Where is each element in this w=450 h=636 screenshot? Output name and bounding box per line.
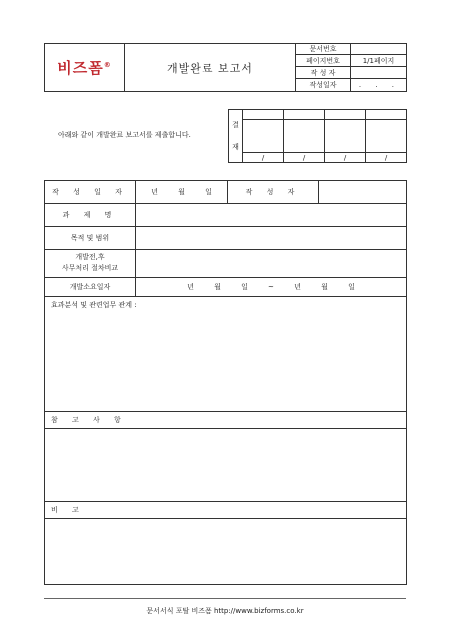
label-remarks: 비 고 (45, 502, 407, 519)
approval-title-2[interactable] (284, 110, 325, 120)
meta-label-doc-number: 문서번호 (296, 44, 351, 55)
approval-table (228, 109, 407, 163)
value-effect-analysis[interactable] (45, 313, 407, 412)
approval-title-4[interactable] (366, 110, 407, 120)
value-subject[interactable] (136, 204, 407, 227)
approval-date-3[interactable]: / (325, 153, 366, 163)
value-remarks[interactable] (45, 518, 407, 584)
intro-text: 아래와 같이 개발완료 보고서를 제출합니다. (58, 131, 191, 139)
footer-divider (44, 598, 406, 599)
meta-value-date[interactable]: . . . (351, 79, 407, 92)
label-write-date: 작 성 일 자 (45, 181, 136, 204)
meta-label-page-number: 페이지번호 (296, 55, 351, 67)
value-write-date[interactable]: 년 월 일 (136, 181, 228, 204)
approval-title-3[interactable] (325, 110, 366, 120)
label-purpose: 목적 및 범위 (45, 227, 136, 250)
label-effect-analysis: 효과분석 및 관련업무 관계 : (45, 297, 407, 313)
footer-text: 문서서식 포탈 비즈폼 http://www.bizforms.co.kr (146, 607, 304, 615)
approval-sign-4[interactable] (366, 120, 407, 153)
label-process-compare: 개발전,후 사무처리 절차비교 (45, 250, 136, 277)
meta-label-author: 작 성 자 (296, 67, 351, 79)
main-form-table (44, 180, 407, 585)
label-notes: 참 고 사 항 (45, 411, 407, 428)
approval-sign-1[interactable] (243, 120, 284, 153)
document-title: 개발완료 보고서 (125, 44, 296, 92)
approval-title-1[interactable] (243, 110, 284, 120)
approval-label: 결 재 (229, 110, 243, 163)
approval-sign-3[interactable] (325, 120, 366, 153)
label-dev-period: 개발소요일자 (45, 277, 136, 297)
label-subject: 과 제 명 (45, 204, 136, 227)
value-process-compare[interactable] (136, 250, 407, 277)
value-dev-period[interactable]: 년 월 일 ~ 년 월 일 (136, 277, 407, 297)
approval-date-4[interactable]: / (366, 153, 407, 163)
value-purpose[interactable] (136, 227, 407, 250)
approval-date-2[interactable]: / (284, 153, 325, 163)
meta-label-date: 작성일자 (296, 79, 351, 92)
approval-date-1[interactable]: / (243, 153, 284, 163)
header-table (44, 43, 407, 92)
approval-sign-2[interactable] (284, 120, 325, 153)
value-notes[interactable] (45, 428, 407, 501)
meta-value-page-number: 1/1페이지 (351, 55, 407, 67)
bizform-logo: 비즈폼® (57, 59, 112, 77)
label-writer: 작 성 자 (228, 181, 319, 204)
value-writer[interactable] (319, 181, 407, 204)
logo-cell (45, 44, 125, 92)
meta-value-doc-number[interactable] (351, 44, 407, 55)
meta-value-author[interactable] (351, 67, 407, 79)
